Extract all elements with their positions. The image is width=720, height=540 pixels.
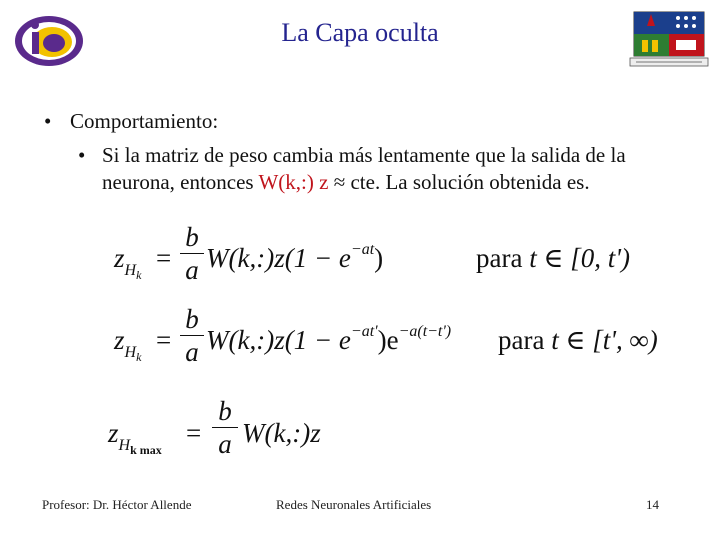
footer-page-number: 14 bbox=[646, 497, 659, 512]
eq3-body: W(k,:)z bbox=[242, 418, 321, 448]
footer-author: Profesor: Dr. Héctor Allende bbox=[42, 497, 192, 512]
eq1-lhs: $z_{Hk}$ bbox=[114, 243, 142, 282]
footer-course: Redes Neuronales Artificiales bbox=[276, 497, 432, 512]
eq1-equals: = bbox=[156, 243, 172, 273]
bullet-marker: • bbox=[44, 109, 52, 133]
eq2-condition: para t ∈ [t', ∞) bbox=[498, 325, 658, 355]
eq1-fraction: b a bbox=[180, 222, 204, 285]
bullet-text-before: Si la matriz de peso cambia más lentamente que la salida de la neurona, entonces bbox=[102, 143, 626, 194]
eq1-body: W(k,:)z(1 − $e^{-at}$) bbox=[206, 241, 384, 273]
eq2-equals: = bbox=[156, 325, 172, 355]
eq2-lhs: $z_{Hk}$ bbox=[114, 325, 142, 364]
slide-title: La Capa oculta bbox=[281, 18, 439, 47]
eq3-lhs: $z_{Hk max}$ bbox=[108, 418, 162, 457]
eq3-equals: = bbox=[186, 418, 202, 448]
bullet-text-after: ≈ cte. La solución obtenida es. bbox=[328, 170, 590, 194]
bullet-text: Comportamiento: bbox=[70, 109, 219, 133]
eq1-condition: para t ∈ [0, t') bbox=[476, 243, 630, 273]
eq3-fraction: b a bbox=[212, 396, 238, 459]
eq2-fraction: b a bbox=[180, 304, 204, 367]
bullet-marker: • bbox=[78, 143, 86, 167]
weight-product-highlight: W(k,:) z bbox=[258, 170, 329, 194]
eq2-body: W(k,:)z(1 − $e^{-at'})e^{-a(t-t')}$ bbox=[206, 323, 452, 355]
